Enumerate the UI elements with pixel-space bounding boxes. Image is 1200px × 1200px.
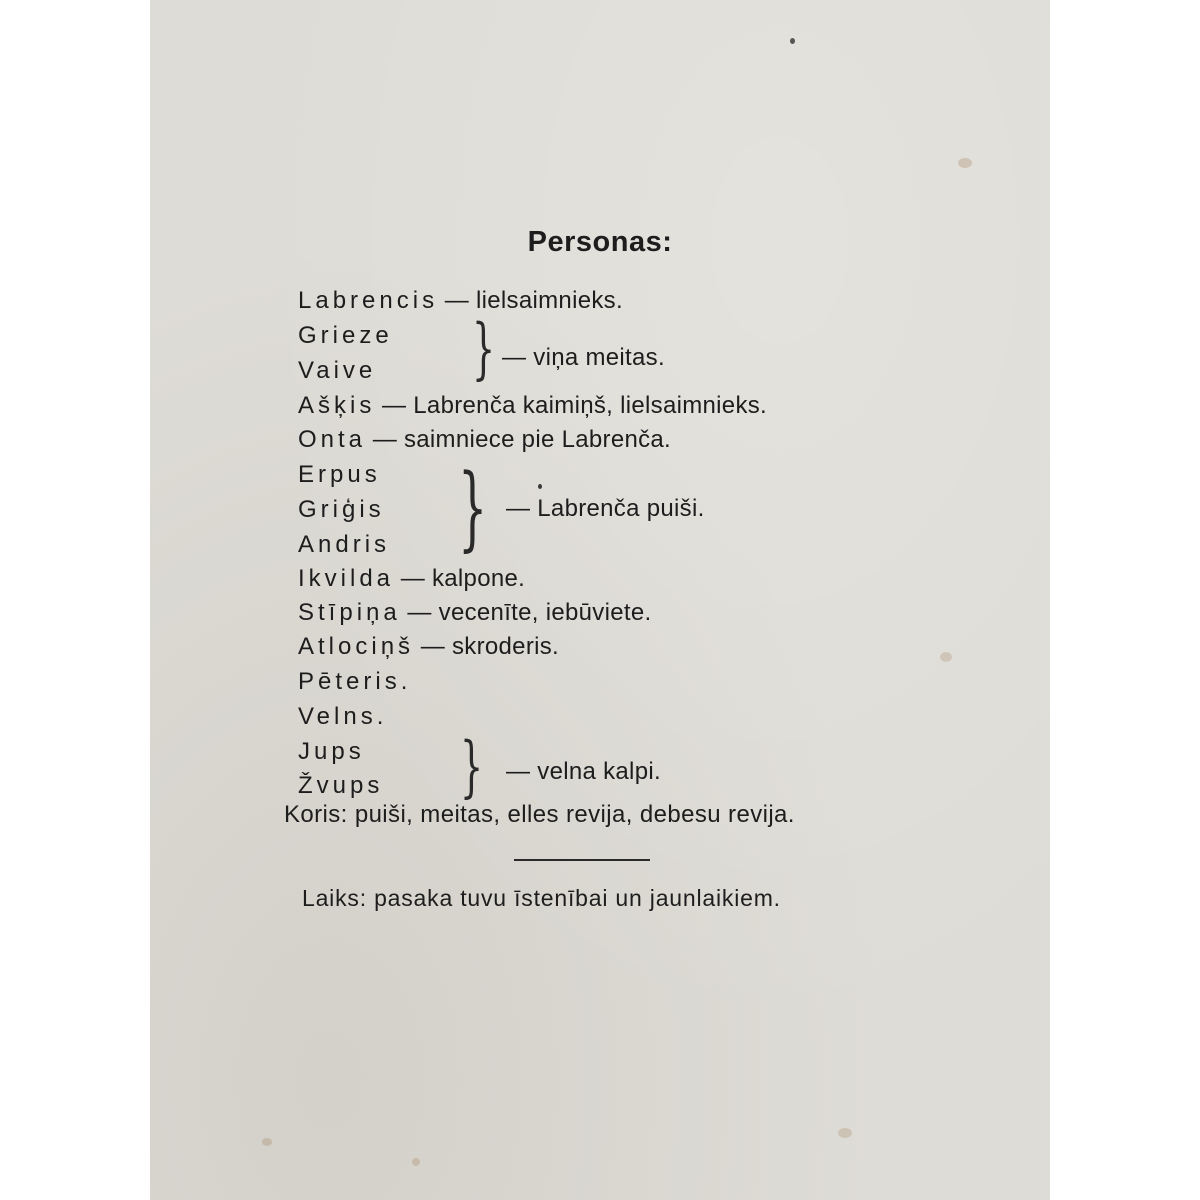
group-brace: } (460, 728, 484, 805)
group-brace: } (472, 310, 496, 387)
cast-line-velns (298, 702, 387, 732)
cast-name: Onta (298, 426, 367, 453)
cast-name: Ašķis (298, 392, 376, 419)
cast-line-askis (298, 391, 767, 421)
cast-name: Stīpiņa (298, 599, 401, 626)
cast-desc: — skroderis. (420, 633, 560, 660)
cast-name: Erpus (298, 461, 381, 488)
group-desc-daughters: — viņa meitas. (502, 344, 665, 371)
cast-name: Griģis (298, 496, 385, 523)
cast-line-stipina (298, 598, 651, 628)
cast-name: Atlociņš (298, 633, 415, 660)
cast-desc: — kalpone. (400, 565, 526, 592)
cast-desc: — Labrenča kaimiņš, lielsaimnieks. (382, 392, 768, 419)
cast-line-ikvilda (298, 564, 525, 594)
book-page (150, 0, 1050, 1200)
cast-name: Jups (298, 738, 365, 765)
page-title: Personas: (527, 226, 673, 258)
cast-name: Grieze (298, 322, 393, 349)
cast-line-atlocins (298, 632, 559, 662)
cast-desc: — saimniece pie Labrenča. (372, 426, 672, 453)
cast-line-andris (298, 530, 390, 560)
cast-line-erpus (298, 460, 381, 490)
cast-line-zvups (298, 771, 383, 801)
paper-speck (790, 38, 795, 44)
cast-line-grieze (298, 321, 393, 351)
paper-speck (958, 158, 972, 168)
cast-name: Ikvilda (298, 565, 395, 592)
group-desc-servants: — velna kalpi. (506, 758, 661, 785)
group-brace: } (458, 454, 488, 561)
cast-line-labrencis (298, 286, 623, 316)
separator-rule (514, 859, 650, 861)
chorus-line: Koris: puiši, meitas, elles revija, debesu revija. (284, 801, 795, 828)
cast-name: Pēteris. (298, 668, 412, 695)
group-desc-farmhands: — Labrenča puiši. (506, 495, 705, 522)
paper-speck (538, 484, 542, 489)
cast-line-onta (298, 425, 671, 455)
paper-speck (940, 652, 952, 662)
cast-name: Vaive (298, 357, 377, 384)
cast-line-jups (298, 737, 365, 767)
cast-name: Labrencis (298, 287, 439, 314)
cast-name: Andris (298, 531, 391, 558)
cast-name: Velns. (298, 703, 388, 730)
cast-name: Žvups (298, 772, 384, 799)
cast-desc: — lielsaimnieks. (444, 287, 623, 314)
paper-speck (412, 1158, 420, 1166)
time-setting-line: Laiks: pasaka tuvu īstenībai un jaunlaikiem. (302, 885, 781, 911)
cast-line-grigis (298, 495, 385, 525)
cast-line-peteris (298, 667, 411, 697)
paper-speck (262, 1138, 272, 1146)
paper-speck (838, 1128, 852, 1138)
cast-desc: — vecenīte, iebūviete. (407, 599, 652, 626)
cast-line-vaive (298, 356, 376, 386)
